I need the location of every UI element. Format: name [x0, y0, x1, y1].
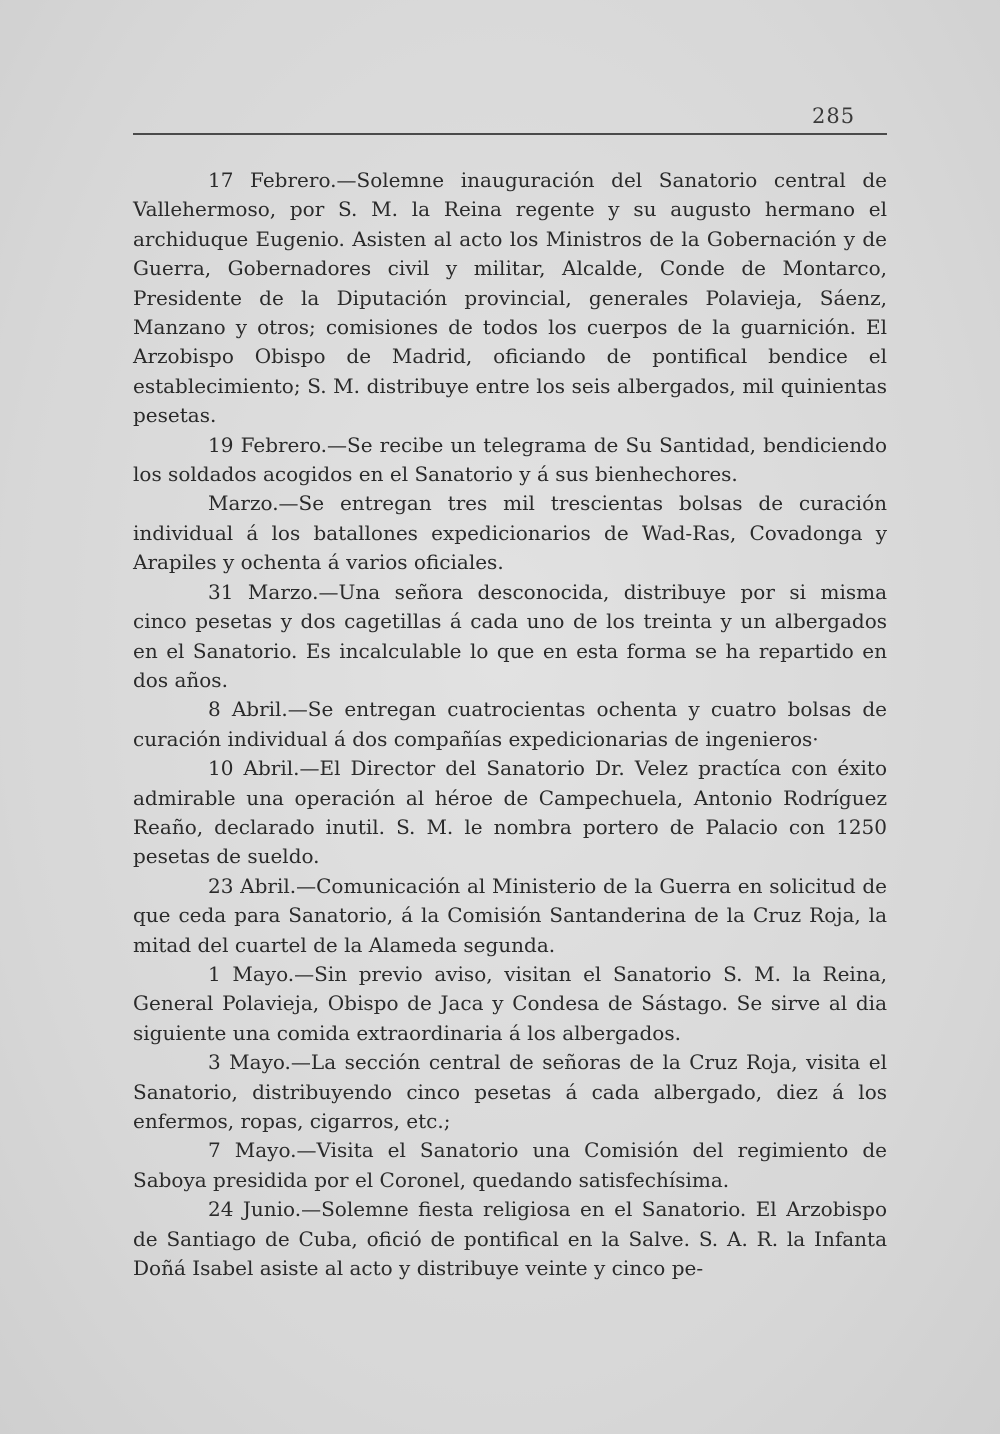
paragraph-10-abril: 10 Abril.—El Director del Sanatorio Dr. Velez practíca con éxito admirable una operación al héroe de Campechuela, Antonio Rodríguez Reaño, declarado inutil. S. M. le nombra portero de Palacio con 1250 pesetas de sueldo. — [133, 756, 887, 869]
paragraph-1-mayo: 1 Mayo.—Sin previo aviso, visitan el Sanatorio S. M. la Reina, General Polavieja, Obispo de Jaca y Condesa de Sástago. Se sirve al dia siguiente una comida extraordinaria á los albergados. — [133, 961, 887, 1045]
header-rule — [133, 133, 887, 135]
page-number: 285 — [812, 104, 856, 128]
paragraph-8-abril: 8 Abril.—Se entregan cuatrocientas ochenta y cuatro bolsas de curación individual á dos compañías expedicionarias de ingenieros· — [133, 697, 887, 751]
paragraph-31-marzo: 31 Marzo.—Una señora desconocida, distribuye por si misma cinco pesetas y dos cagetillas á cada uno de los treinta y un albergados en el Sanatorio. Es incalculable lo que en esta forma se ha repartido en dos años. — [133, 579, 887, 692]
paragraph-3-mayo: 3 Mayo.—La sección central de señoras de la Cruz Roja, visita el Sanatorio, distribuyendo cinco pesetas á cada albergado, diez á los enfermos, ropas, cigarros, etc.; — [133, 1050, 887, 1133]
paragraph-7-mayo: 7 Mayo.—Visita el Sanatorio una Comisión del regimiento de Saboya presidida por el Coronel, quedando satisfechísima. — [133, 1138, 887, 1192]
paragraph-marzo: Marzo.—Se entregan tres mil trescientas bolsas de curación individual á los batallones expedicionarios de Wad-Ras, Covadonga y Arapiles y ochenta á varios oficiales. — [133, 491, 887, 575]
paragraph-23-abril: 23 Abril.—Comunicación al Ministerio de la Guerra en solicitud de que ceda para Sanatorio, á la Comisión Santanderina de la Cruz Roja, la mitad del cuartel de la Alameda segunda. — [133, 873, 887, 957]
paragraph-19-febrero: 19 Febrero.—Se recibe un telegrama de Su Santidad, bendiciendo los soldados acogidos en el Sanatorio y á sus bienhechores. — [133, 432, 887, 487]
paragraph-17-febrero: 17 Febrero.—Solemne inauguración del Sanatorio central de Vallehermoso, por S. M. la Reina regente y su augusto hermano el archiduque Eugenio. Asisten al acto los Ministros de la Gobernación y de Guerra, Gobernadores civil y militar, Alcalde, Conde de Montarco, Presidente de la Diputación provincial, generales Polavieja, Sáenz, Manzano y otros; comisiones de todos los cuerpos de la guarnición. El Arzobispo Obispo de Madrid, oficiando de pontifical bendice el establecimiento; S. M. distribuye entre los seis albergados, mil quinientas pesetas. — [133, 168, 887, 428]
body-text — [133, 166, 887, 1283]
paragraph-24-junio: 24 Junio.—Solemne fiesta religiosa en el Sanatorio. El Arzobispo de Santiago de Cuba, ofició de pontifical en la Salve. S. A. R. la Infanta Doñá Isabel asiste al acto y distribuye veinte y cinco pe- — [133, 1197, 887, 1281]
